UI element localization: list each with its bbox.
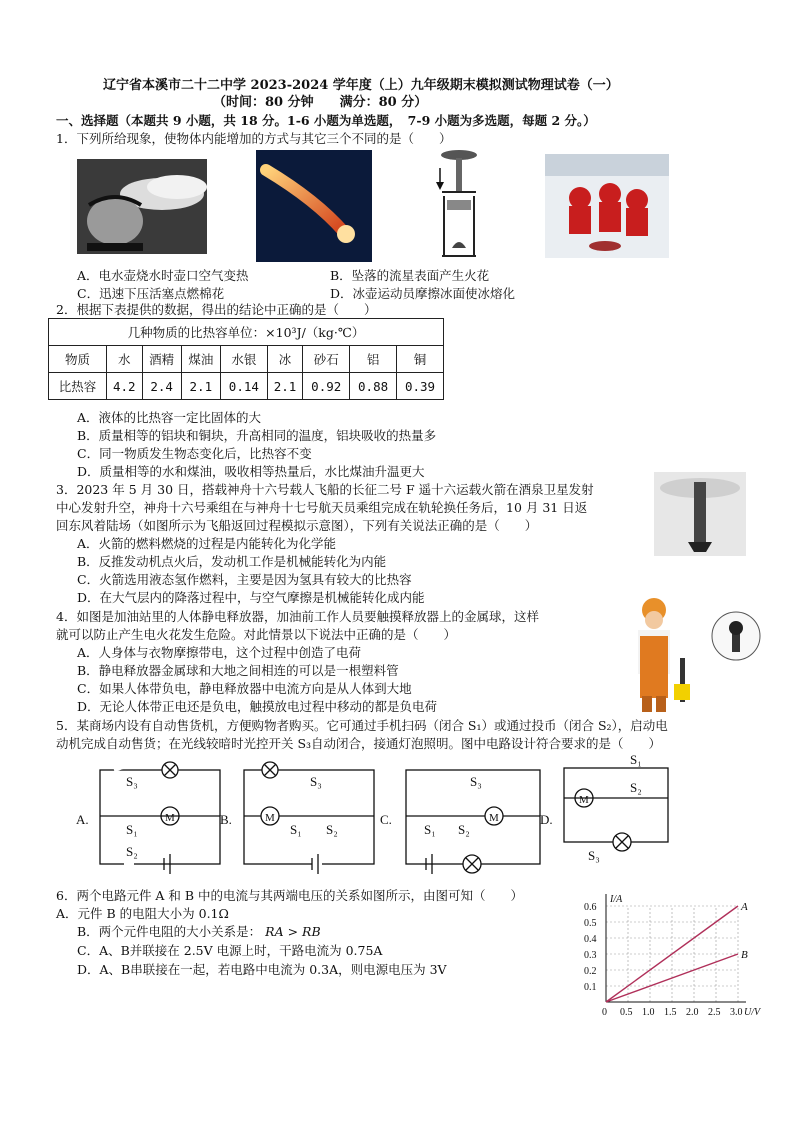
table-cell: 水银 — [220, 346, 267, 373]
series-label-A: A — [741, 901, 748, 913]
switch-label: S₂ — [326, 822, 338, 837]
y-tick-label: 0.1 — [584, 982, 597, 993]
circuit-diagrams — [74, 752, 774, 880]
paper-title: 辽宁省本溪市二十二中学 2023-2024 学年度（上）九年级期末模拟测试物理试卷（一） — [103, 78, 619, 93]
motor-label: M — [489, 812, 499, 824]
q4-line2: 就可以防止产生电火花发生危险。对此情景以下说法中正确的是（ ） — [56, 627, 457, 642]
switch-label: S₁ — [630, 752, 642, 767]
q4-option-c: C．如果人体带负电，静电释放器中电流方向是从人体到大地 — [77, 681, 412, 696]
y-tick-label: 0.5 — [584, 918, 597, 929]
section-heading: 一、选择题（本题共 9 小题，共 18 分。1-6 小题为单选题， 7-9 小题为多选题，每题 2 分。） — [56, 113, 596, 128]
table-cell: 4.2 — [107, 373, 143, 400]
q4-option-d: D．无论人体带正电还是负电，触摸放电过程中移动的都是负电荷 — [77, 699, 438, 714]
q4-option-b: B．静电释放器金属球和大地之间相连的可以是一根塑料管 — [77, 663, 399, 678]
kettle-image — [77, 159, 207, 254]
x-tick-label: 3.0 — [730, 1007, 743, 1018]
q2-option-a: A．液体的比热容一定比固体的大 — [77, 410, 262, 425]
q3-option-c: C．火箭选用液态氢作燃料，主要是因为氢具有较大的比热容 — [77, 572, 412, 587]
table-caption: 几种物质的比热容单位：×10³J/（kg·℃） — [49, 319, 444, 346]
table-row — [49, 346, 444, 373]
table-cell: 煤油 — [181, 346, 220, 373]
table-cell: 2.4 — [142, 373, 181, 400]
table-cell: 冰 — [267, 346, 303, 373]
circuit-c-label: C. — [380, 812, 392, 827]
switch-label: S₃ — [310, 774, 322, 789]
q3-line3: 回东风着陆场（如图所示为飞船返回过程模拟示意图），下列有关说法正确的是（ ） — [56, 518, 538, 533]
switch-label: S₂ — [458, 822, 470, 837]
switch-label: S₁ — [126, 822, 138, 837]
q3-option-a: A．火箭的燃料燃烧的过程是内能转化为化学能 — [77, 536, 337, 551]
x-tick-label: 2.0 — [686, 1007, 699, 1018]
x-tick-label: 2.5 — [708, 1007, 721, 1018]
switch-label: S₂ — [630, 780, 642, 795]
y-axis-label: I/A — [610, 894, 623, 905]
switch-label: S₃ — [470, 774, 482, 789]
q5-line2: 动机完成自动售货；在光线较暗时光控开关 S₃自动闭合，接通灯泡照明。图中电路设计符合要求的是（ ） — [56, 736, 662, 751]
table-cell: 水 — [107, 346, 143, 373]
q6-option-d: D．A、B串联接在一起，若电路中电流为 0.3A，则电源电压为 3V — [77, 962, 447, 977]
q6-option-b — [77, 924, 321, 940]
table-cell: 2.1 — [267, 373, 303, 400]
specific-heat-table — [48, 318, 444, 400]
circuit-d-label: D. — [540, 812, 553, 827]
switch-label: S₁ — [424, 822, 436, 837]
circuit-a-label: A. — [76, 812, 89, 827]
q6-option-c: C．A、B并联接在 2.5V 电源上时，干路电流为 0.75A — [77, 943, 383, 958]
table-cell: 0.88 — [350, 373, 397, 400]
q5-line1: 5．某商场内设有自动售货机，方便购物者购买。它可通过手机扫码（闭合 S₁）或通过投币（闭合 S₂），启动电 — [56, 718, 668, 733]
q1-option-b: B．坠落的流星表面产生火花 — [330, 268, 490, 283]
q6-option-a: A．元件 B 的电阻大小为 0.1Ω — [56, 906, 229, 921]
y-tick-label: 0.6 — [584, 902, 597, 913]
switch-label: S₂ — [126, 844, 138, 859]
x-tick-label: 0 — [602, 1007, 607, 1018]
motor-label: M — [579, 794, 589, 806]
y-tick-label: 0.2 — [584, 966, 597, 977]
q1-option-a: A．电水壶烧水时壶口空气变热 — [77, 268, 249, 283]
paper-subtitle: （时间：80 分钟 满分：80 分） — [213, 95, 428, 110]
switch-label: S₁ — [290, 822, 302, 837]
table-cell: 砂石 — [303, 346, 350, 373]
q4-line1: 4．如图是加油站里的人体静电释放器，加油前工作人员要触摸释放器上的金属球，这样 — [56, 609, 539, 624]
q6-option-b-text: B．两个元件电阻的大小关系是： — [77, 924, 262, 939]
curling-image — [545, 154, 669, 258]
y-tick-label: 0.4 — [584, 934, 597, 945]
y-tick-label: 0.3 — [584, 950, 597, 961]
switch-label: S₃ — [588, 848, 600, 863]
motor-label: M — [165, 812, 175, 824]
motor-label: M — [265, 812, 275, 824]
q3-line1: 3．2023 年 5 月 30 日，搭载神舟十六号载人飞船的长征二号 F 遥十六运载火箭在酒泉卫星发射 — [56, 482, 594, 497]
q4-option-a: A．人身体与衣物摩擦带电，这个过程中创造了电荷 — [77, 645, 362, 660]
table-cell: 酒精 — [142, 346, 181, 373]
q1-option-c: C．迅速下压活塞点燃棉花 — [77, 286, 225, 301]
switch-label: S₃ — [126, 774, 138, 789]
table-cell: 0.14 — [220, 373, 267, 400]
table-cell: 铜 — [397, 346, 444, 373]
q3-option-b: B．反推发动机点火后，发动机工作是机械能转化为内能 — [77, 554, 387, 569]
table-cell: 2.1 — [181, 373, 220, 400]
circuit-b-label: B. — [220, 812, 232, 827]
q2-option-d: D．质量相等的水和煤油，吸收相等热量后，水比煤油升温更大 — [77, 464, 425, 479]
piston-image — [434, 148, 484, 263]
x-tick-label: 0.5 — [620, 1007, 633, 1018]
table-cell: 0.39 — [397, 373, 444, 400]
meteor-image — [256, 150, 372, 262]
q1-stem: 1．下列所给现象，使物体内能增加的方式与其它三个不同的是（ ） — [56, 131, 452, 146]
table-row — [49, 373, 444, 400]
x-axis-label: U/V — [744, 1007, 761, 1018]
q6-option-b-math: RA > RB — [265, 924, 321, 939]
table-cell: 物质 — [49, 346, 107, 373]
series-label-B: B — [741, 949, 748, 961]
q2-option-b: B．质量相等的铝块和铜块，升高相同的温度，铝块吸收的热量多 — [77, 428, 437, 443]
q2-stem: 2．根据下表提供的数据，得出的结论中正确的是（ ） — [56, 302, 377, 317]
x-tick-label: 1.0 — [642, 1007, 655, 1018]
q2-option-c: C．同一物质发生物态变化后，比热容不变 — [77, 446, 312, 461]
q3-option-d: D．在大气层内的降落过程中，与空气摩擦是机械能转化成内能 — [77, 590, 425, 605]
x-tick-label: 1.5 — [664, 1007, 677, 1018]
capsule-image — [654, 472, 746, 556]
iv-chart — [578, 894, 761, 1022]
q6-stem: 6．两个电路元件 A 和 B 中的电流与其两端电压的关系如图所示，由图可知（ ） — [56, 888, 524, 903]
q1-option-d: D．冰壶运动员摩擦冰面使冰熔化 — [330, 286, 516, 301]
static-discharger-image — [612, 596, 762, 716]
q3-line2: 中心发射升空，神舟十六号乘组在与神舟十七号航天员乘组完成在轨轮换任务后，10 月 31 日返 — [56, 500, 588, 515]
table-cell: 铝 — [350, 346, 397, 373]
table-cell: 比热容 — [49, 373, 107, 400]
table-cell: 0.92 — [303, 373, 350, 400]
